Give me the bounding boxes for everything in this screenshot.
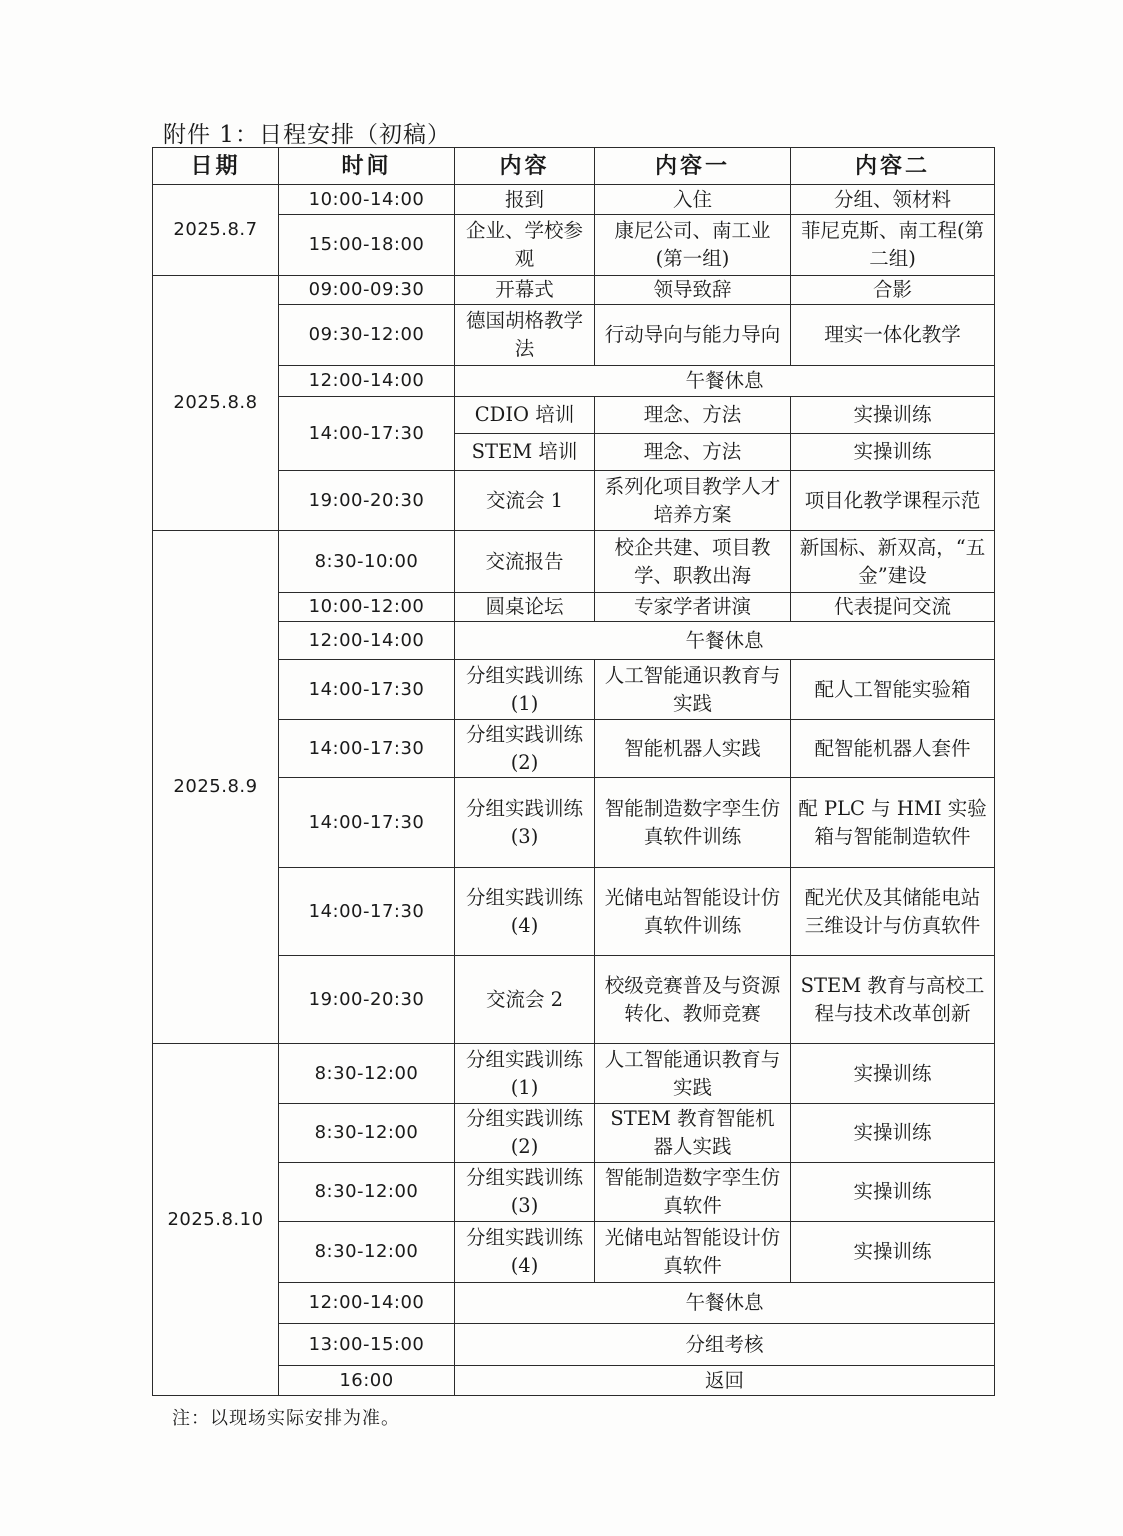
date-cell: 2025.8.7 <box>153 185 279 276</box>
header-date: 日期 <box>153 148 279 185</box>
content-cell: 开幕式 <box>455 276 595 305</box>
table-row <box>153 1222 995 1283</box>
footnote: 注：以现场实际安排为准。 <box>172 1408 400 1429</box>
content-2-cell: 菲尼克斯、南工程(第二组) <box>791 215 995 276</box>
content-1-cell: 专家学者讲演 <box>595 593 791 622</box>
time-cell: 13:00-15:00 <box>279 1324 455 1366</box>
time-cell: 09:00-09:30 <box>279 276 455 305</box>
merged-content-cell: 午餐休息 <box>455 366 995 397</box>
content-2-cell: 合影 <box>791 276 995 305</box>
content-1-cell: 理念、方法 <box>595 434 791 471</box>
time-cell: 14:00-17:30 <box>279 660 455 720</box>
content-cell: 分组实践训练(4) <box>455 1222 595 1283</box>
content-1-cell: 行动导向与能力导向 <box>595 305 791 366</box>
table-row <box>153 622 995 660</box>
table-row <box>153 1324 995 1366</box>
table-row <box>153 531 995 593</box>
time-cell: 14:00-17:30 <box>279 868 455 956</box>
time-cell: 12:00-14:00 <box>279 1283 455 1324</box>
table-row <box>153 1366 995 1396</box>
content-1-cell: 校企共建、项目教学、职教出海 <box>595 531 791 593</box>
content-2-cell: STEM 教育与高校工程与技术改革创新 <box>791 956 995 1044</box>
content-1-cell: 人工智能通识教育与实践 <box>595 660 791 720</box>
content-1-cell: 系列化项目教学人才培养方案 <box>595 471 791 531</box>
time-cell: 16:00 <box>279 1366 455 1396</box>
content-2-cell: 项目化教学课程示范 <box>791 471 995 531</box>
content-2-cell: 配 PLC 与 HMI 实验箱与智能制造软件 <box>791 778 995 868</box>
date-cell: 2025.8.9 <box>153 531 279 1044</box>
header-content-2: 内容二 <box>791 148 995 185</box>
header-content-1: 内容一 <box>595 148 791 185</box>
content-1-cell: 人工智能通识教育与实践 <box>595 1044 791 1104</box>
table-row <box>153 471 995 531</box>
content-cell: 分组实践训练(2) <box>455 720 595 778</box>
table-row <box>153 276 995 305</box>
content-2-cell: 实操训练 <box>791 434 995 471</box>
content-1-cell: STEM 教育智能机器人实践 <box>595 1104 791 1163</box>
content-2-cell: 配智能机器人套件 <box>791 720 995 778</box>
time-cell: 10:00-14:00 <box>279 185 455 215</box>
header-row <box>153 148 995 185</box>
content-cell: 交流会 1 <box>455 471 595 531</box>
content-2-cell: 实操训练 <box>791 1044 995 1104</box>
date-cell: 2025.8.10 <box>153 1044 279 1396</box>
time-cell: 8:30-12:00 <box>279 1222 455 1283</box>
content-cell: CDIO 培训 <box>455 397 595 434</box>
content-cell: STEM 培训 <box>455 434 595 471</box>
document-title: 附件 1：日程安排（初稿） <box>163 122 451 148</box>
table-row <box>153 720 995 778</box>
content-cell: 企业、学校参观 <box>455 215 595 276</box>
table-row <box>153 215 995 276</box>
content-cell: 德国胡格教学法 <box>455 305 595 366</box>
content-2-cell: 配光伏及其储能电站三维设计与仿真软件 <box>791 868 995 956</box>
content-1-cell: 领导致辞 <box>595 276 791 305</box>
time-cell: 8:30-12:00 <box>279 1104 455 1163</box>
content-2-cell: 分组、领材料 <box>791 185 995 215</box>
time-cell: 09:30-12:00 <box>279 305 455 366</box>
table-row <box>153 1283 995 1324</box>
content-1-cell: 光储电站智能设计仿真软件训练 <box>595 868 791 956</box>
content-1-cell: 智能制造数字孪生仿真软件训练 <box>595 778 791 868</box>
content-cell: 分组实践训练(3) <box>455 778 595 868</box>
content-cell: 分组实践训练(3) <box>455 1163 595 1222</box>
header-time: 时间 <box>279 148 455 185</box>
content-1-cell: 理念、方法 <box>595 397 791 434</box>
content-cell: 分组实践训练(1) <box>455 1044 595 1104</box>
content-cell: 交流会 2 <box>455 956 595 1044</box>
merged-content-cell: 返回 <box>455 1366 995 1396</box>
table-row <box>153 366 995 397</box>
time-cell: 10:00-12:00 <box>279 593 455 622</box>
content-cell: 报到 <box>455 185 595 215</box>
content-cell: 分组实践训练(2) <box>455 1104 595 1163</box>
time-cell: 14:00-17:30 <box>279 397 455 471</box>
table-row <box>153 956 995 1044</box>
content-cell: 圆桌论坛 <box>455 593 595 622</box>
content-1-cell: 校级竞赛普及与资源转化、教师竞赛 <box>595 956 791 1044</box>
time-cell: 15:00-18:00 <box>279 215 455 276</box>
table-row <box>153 185 995 215</box>
time-cell: 14:00-17:30 <box>279 720 455 778</box>
content-2-cell: 实操训练 <box>791 1104 995 1163</box>
schedule-table <box>152 147 995 1396</box>
table-row <box>153 397 995 434</box>
content-2-cell: 实操训练 <box>791 1222 995 1283</box>
content-1-cell: 智能制造数字孪生仿真软件 <box>595 1163 791 1222</box>
date-cell: 2025.8.8 <box>153 276 279 531</box>
table-row <box>153 868 995 956</box>
content-2-cell: 新国标、新双高，“五金”建设 <box>791 531 995 593</box>
content-cell: 分组实践训练(4) <box>455 868 595 956</box>
content-2-cell: 代表提问交流 <box>791 593 995 622</box>
time-cell: 8:30-12:00 <box>279 1044 455 1104</box>
time-cell: 12:00-14:00 <box>279 366 455 397</box>
merged-content-cell: 午餐休息 <box>455 1283 995 1324</box>
header-content: 内容 <box>455 148 595 185</box>
table-row <box>153 1163 995 1222</box>
time-cell: 14:00-17:30 <box>279 778 455 868</box>
content-2-cell: 实操训练 <box>791 397 995 434</box>
table-row <box>153 1044 995 1104</box>
content-cell: 分组实践训练(1) <box>455 660 595 720</box>
content-1-cell: 光储电站智能设计仿真软件 <box>595 1222 791 1283</box>
table-row <box>153 1104 995 1163</box>
content-1-cell: 智能机器人实践 <box>595 720 791 778</box>
time-cell: 12:00-14:00 <box>279 622 455 660</box>
table-row <box>153 660 995 720</box>
time-cell: 19:00-20:30 <box>279 471 455 531</box>
content-2-cell: 实操训练 <box>791 1163 995 1222</box>
table-row <box>153 305 995 366</box>
time-cell: 8:30-10:00 <box>279 531 455 593</box>
content-cell: 交流报告 <box>455 531 595 593</box>
time-cell: 19:00-20:30 <box>279 956 455 1044</box>
merged-content-cell: 分组考核 <box>455 1324 995 1366</box>
content-1-cell: 入住 <box>595 185 791 215</box>
content-2-cell: 配人工智能实验箱 <box>791 660 995 720</box>
content-2-cell: 理实一体化教学 <box>791 305 995 366</box>
table-row <box>153 778 995 868</box>
merged-content-cell: 午餐休息 <box>455 622 995 660</box>
content-1-cell: 康尼公司、南工业(第一组) <box>595 215 791 276</box>
time-cell: 8:30-12:00 <box>279 1163 455 1222</box>
table-row <box>153 593 995 622</box>
